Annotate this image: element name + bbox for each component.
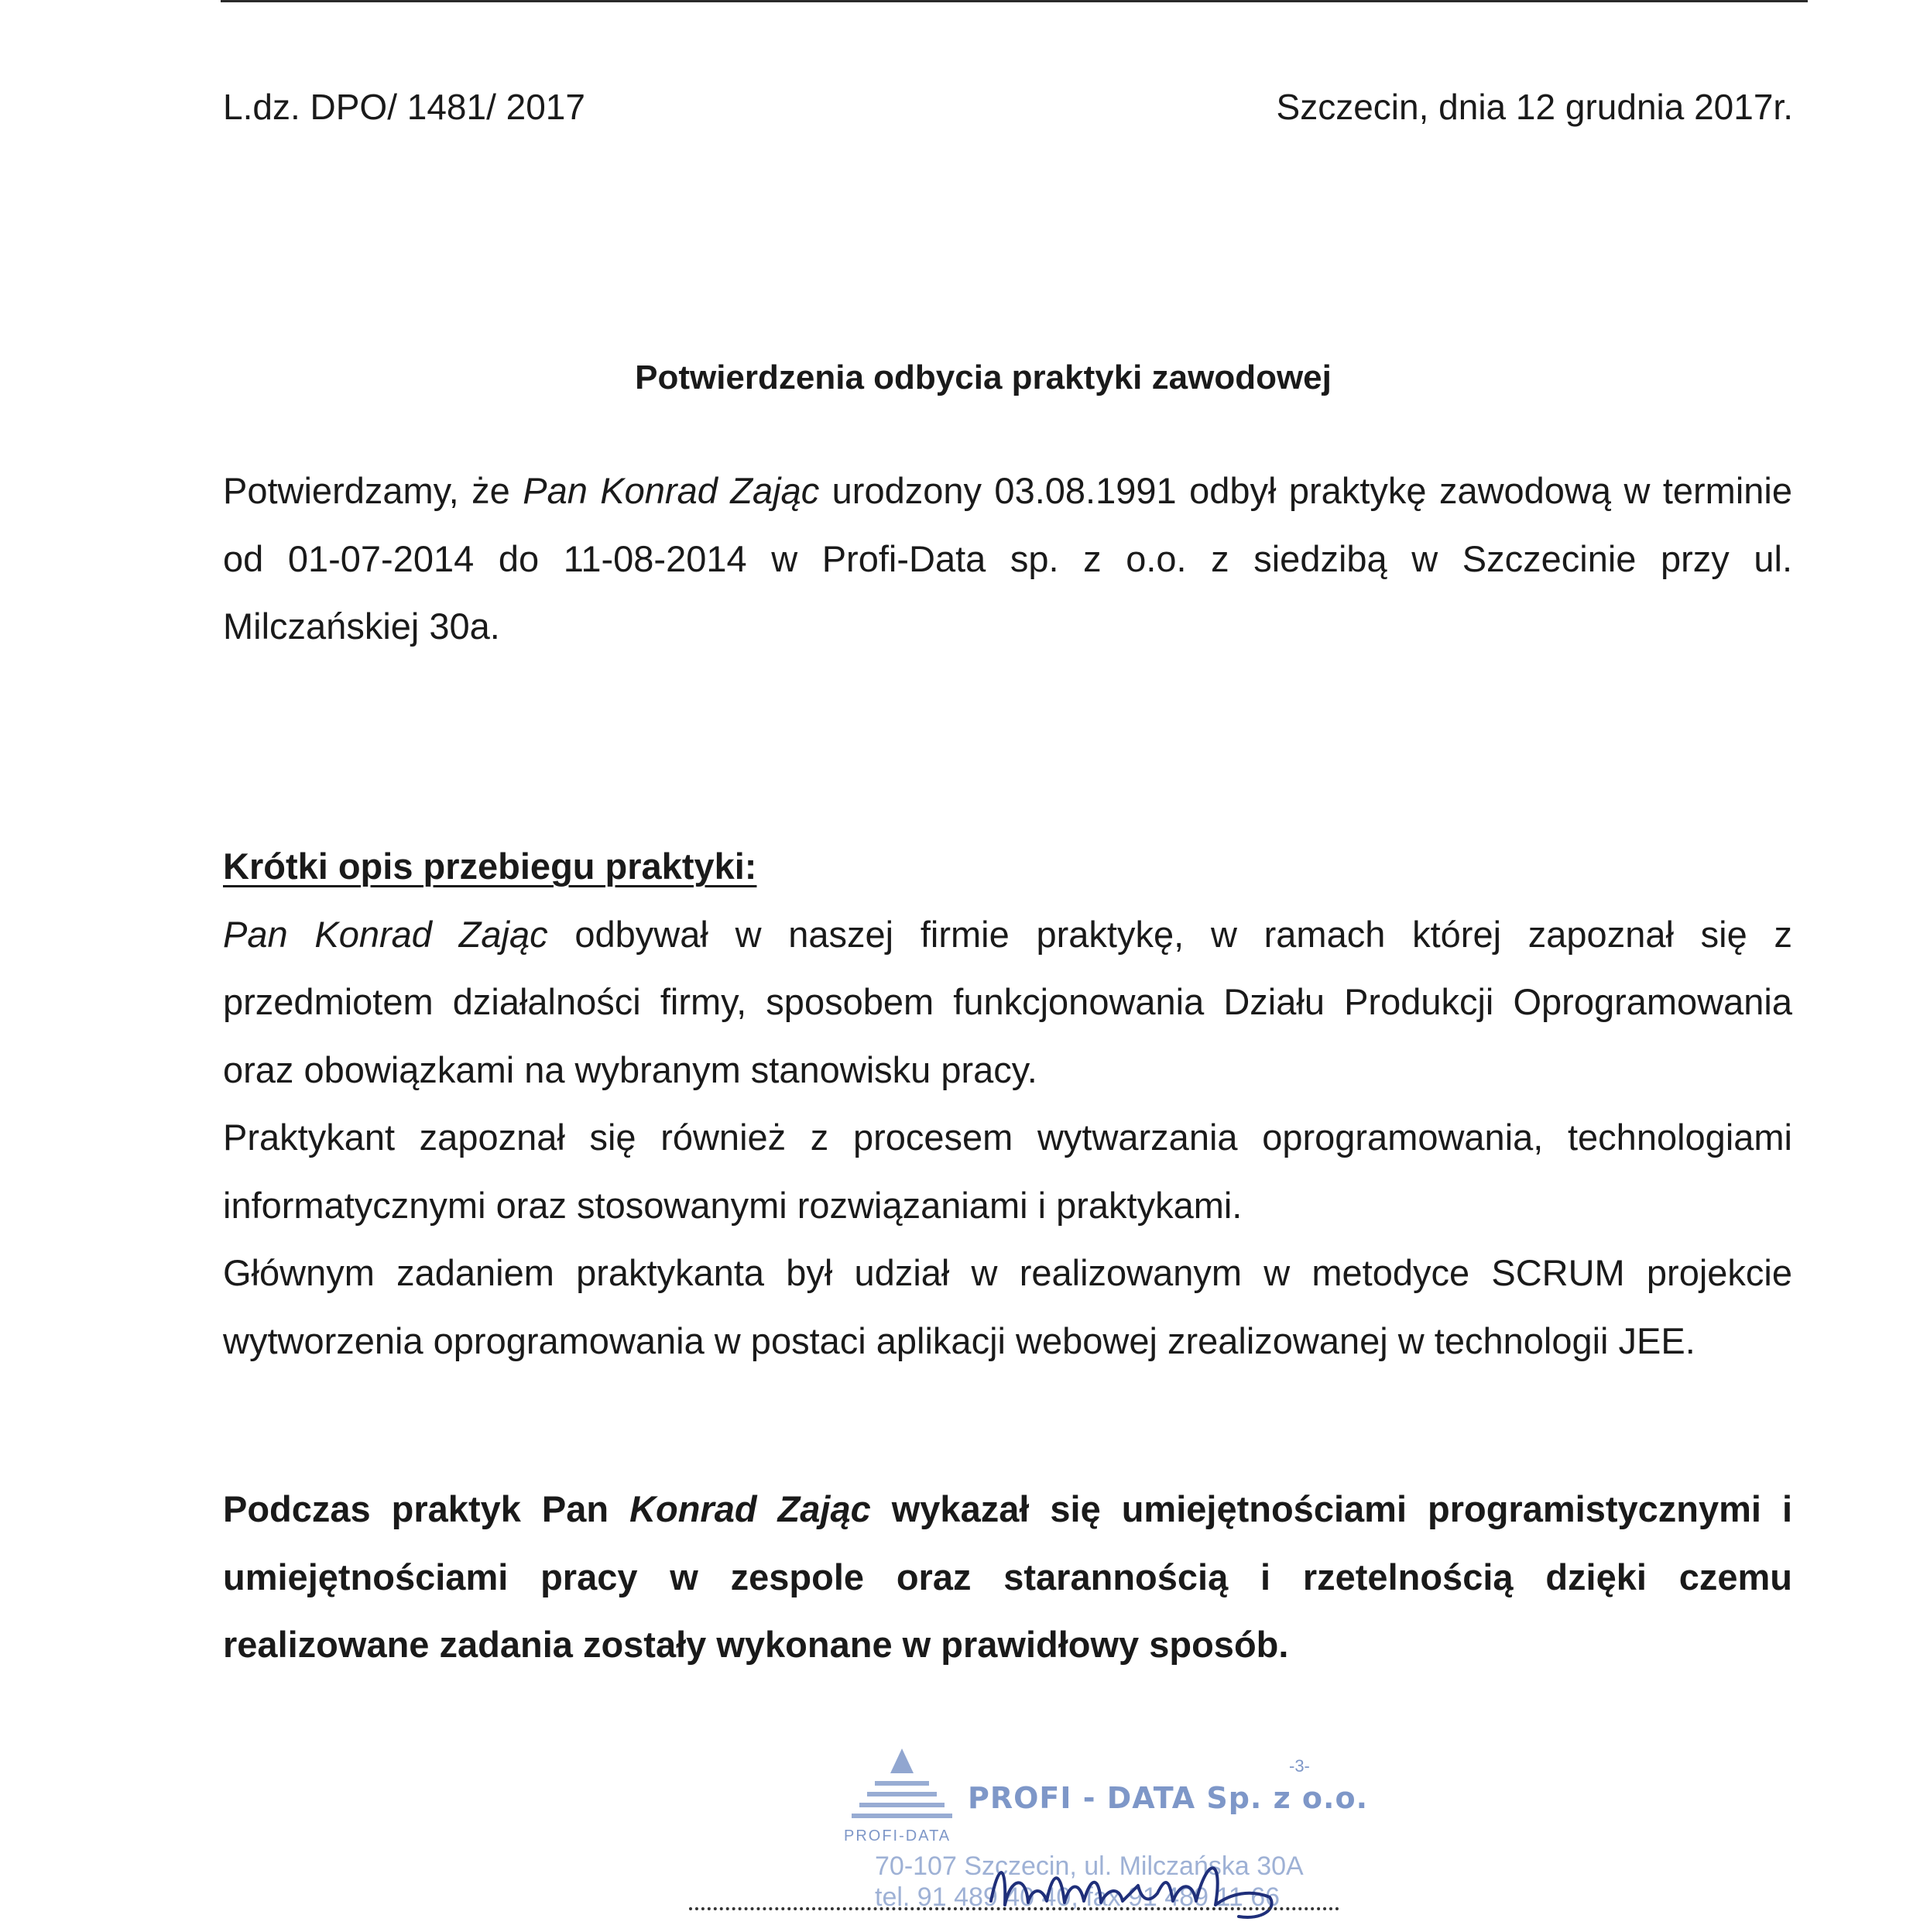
description-paragraph-2: Praktykant zapoznał się również z procesem wytwarzania oprogramowania, technologiami informatycznymi oraz stosowanymi rozwiązaniami i praktykami. [223, 1117, 1792, 1226]
stamp-address-line-2: tel. 91 489 40 40, fax 91 489 11 66 [875, 1882, 1281, 1912]
intro-paragraph [223, 457, 1792, 661]
description-heading: Krótki opis przebiegu praktyki: [223, 846, 757, 887]
intern-name: Pan Konrad Zając [523, 470, 820, 511]
intern-name: Konrad Zając [629, 1488, 871, 1529]
stamp-company-name: PROFI - DATA Sp. z o.o. [968, 1781, 1369, 1815]
stamp-number: -3- [1289, 1756, 1310, 1776]
summary-paragraph [223, 1475, 1792, 1679]
description-section [223, 832, 1792, 1374]
description-paragraph-1: odbywał w naszej firmie praktykę, w ramach której zapoznał się z przedmiotem działalności firmy, sposobem funkcjonowania Działu Produkcji Oprogramowania oraz obowiązkami na wybranym stanowisku pracy. [223, 913, 1793, 1090]
stamp-address-line-1: 70-107 Szczecin, ul. Milczańska 30A [875, 1851, 1304, 1881]
summary-text-2: wykazał się umiejętnościami programistycznymi i umiejętnościami pracy w zespole oraz starannością i rzetelnością dzięki czemu realizowane zadania zostały wykonane w prawidłowy sposób. [223, 1488, 1793, 1665]
summary-text-1: Podczas praktyk Pan [223, 1488, 630, 1529]
description-paragraph-3: Głównym zadaniem praktykanta był udział w realizowanym w metodyce SCRUM projekcie wytworzenia oprogramowania w postaci aplikacji webowej zrealizowanej w technologii JEE. [223, 1252, 1792, 1361]
document-title: Potwierdzenia odbycia praktyki zawodowej [635, 359, 1332, 396]
top-rule [221, 0, 1808, 2]
stamp-logo-text: PROFI-DATA [844, 1827, 951, 1844]
intern-name: Pan Konrad Zając [223, 913, 548, 955]
company-logo-icon [844, 1742, 960, 1835]
reference-number: L.dz. DPO/ 1481/ 2017 [223, 87, 585, 127]
place-and-date: Szczecin, dnia 12 grudnia 2017r. [1276, 87, 1793, 127]
signature-line [689, 1907, 1339, 1910]
intro-text-2: urodzony 03.08.1991 odbył praktykę zawodową w terminie od 01-07-2014 do 11-08-2014 w Profi-Data sp. z o.o. z siedzibą w Szczecinie przy ul. Milczańskiej 30a. [223, 470, 1792, 647]
intro-text-1: Potwierdzamy, że [223, 470, 523, 511]
signature-icon [983, 1847, 1308, 1932]
